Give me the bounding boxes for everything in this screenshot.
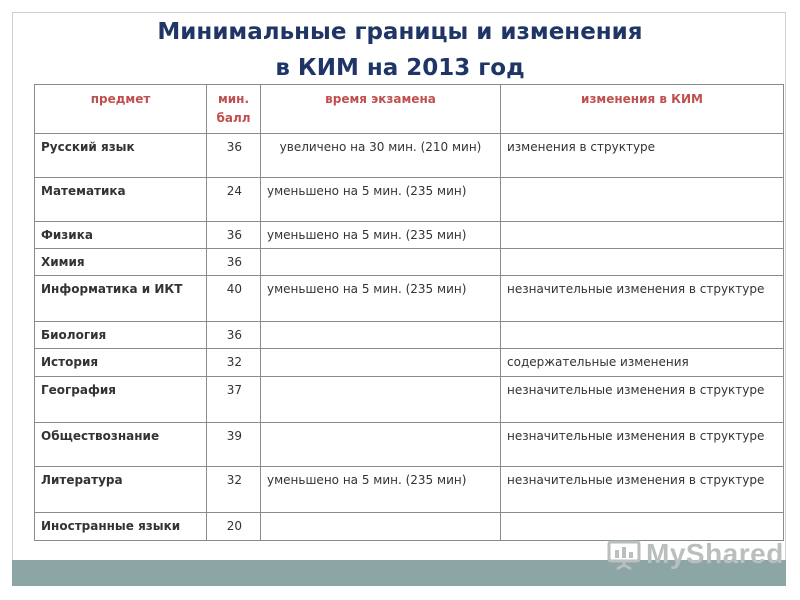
header-min-score: мин. балл — [207, 85, 261, 134]
exam-time-cell: увеличено на 30 мин. (210 мин) — [261, 134, 501, 178]
table-row — [35, 349, 784, 377]
table-header-row — [35, 85, 784, 134]
exam-time-cell — [261, 322, 501, 349]
changes-cell: содержательные изменения — [501, 349, 784, 377]
min-score-cell: 40 — [207, 276, 261, 322]
min-score-cell: 36 — [207, 134, 261, 178]
min-score-cell: 39 — [207, 423, 261, 467]
min-score-cell: 36 — [207, 249, 261, 276]
min-score-cell: 24 — [207, 178, 261, 222]
changes-cell: незначительные изменения в структуре — [501, 276, 784, 322]
changes-cell: незначительные изменения в структуре — [501, 377, 784, 423]
table-row — [35, 467, 784, 513]
slide-title-line-1: Минимальные границы и изменения — [157, 19, 643, 45]
exam-time-cell — [261, 377, 501, 423]
subject-cell: Биология — [35, 322, 207, 349]
myshared-watermark — [606, 534, 784, 574]
subject-cell: Обществознание — [35, 423, 207, 467]
presentation-board-icon — [606, 536, 642, 572]
table-row — [35, 134, 784, 178]
min-score-cell: 32 — [207, 467, 261, 513]
table-row — [35, 423, 784, 467]
changes-cell: незначительные изменения в структуре — [501, 423, 784, 467]
watermark-text: MyShared — [646, 538, 784, 569]
exam-time-cell: уменьшено на 5 мин. (235 мин) — [261, 178, 501, 222]
subject-cell: Математика — [35, 178, 207, 222]
changes-cell — [501, 322, 784, 349]
kim-changes-table — [34, 84, 784, 541]
min-score-cell: 36 — [207, 322, 261, 349]
min-score-cell: 36 — [207, 222, 261, 249]
table-row — [35, 178, 784, 222]
subject-cell: Иностранные языки — [35, 513, 207, 541]
subject-cell: География — [35, 377, 207, 423]
subject-cell: Информатика и ИКТ — [35, 276, 207, 322]
table-row — [35, 276, 784, 322]
header-exam-time: время экзамена — [261, 85, 501, 134]
exam-time-cell — [261, 249, 501, 276]
exam-time-cell — [261, 423, 501, 467]
exam-time-cell — [261, 349, 501, 377]
min-score-cell: 37 — [207, 377, 261, 423]
changes-cell — [501, 249, 784, 276]
subject-cell: Физика — [35, 222, 207, 249]
header-kim-changes: изменения в КИМ — [501, 85, 784, 134]
min-score-cell: 20 — [207, 513, 261, 541]
subject-cell: Русский язык — [35, 134, 207, 178]
exam-time-cell: уменьшено на 5 мин. (235 мин) — [261, 467, 501, 513]
exam-time-cell — [261, 513, 501, 541]
slide-title-line-2: в КИМ на 2013 год — [275, 55, 525, 81]
header-subject: предмет — [35, 85, 207, 134]
subject-cell: Литература — [35, 467, 207, 513]
table-row — [35, 377, 784, 423]
subject-cell: Химия — [35, 249, 207, 276]
changes-cell — [501, 178, 784, 222]
exam-time-cell: уменьшено на 5 мин. (235 мин) — [261, 276, 501, 322]
min-score-cell: 32 — [207, 349, 261, 377]
exam-time-cell: уменьшено на 5 мин. (235 мин) — [261, 222, 501, 249]
table-row — [35, 222, 784, 249]
table-row — [35, 249, 784, 276]
subject-cell: История — [35, 349, 207, 377]
changes-cell: изменения в структуре — [501, 134, 784, 178]
changes-cell — [501, 222, 784, 249]
changes-cell: незначительные изменения в структуре — [501, 467, 784, 513]
table-row — [35, 322, 784, 349]
